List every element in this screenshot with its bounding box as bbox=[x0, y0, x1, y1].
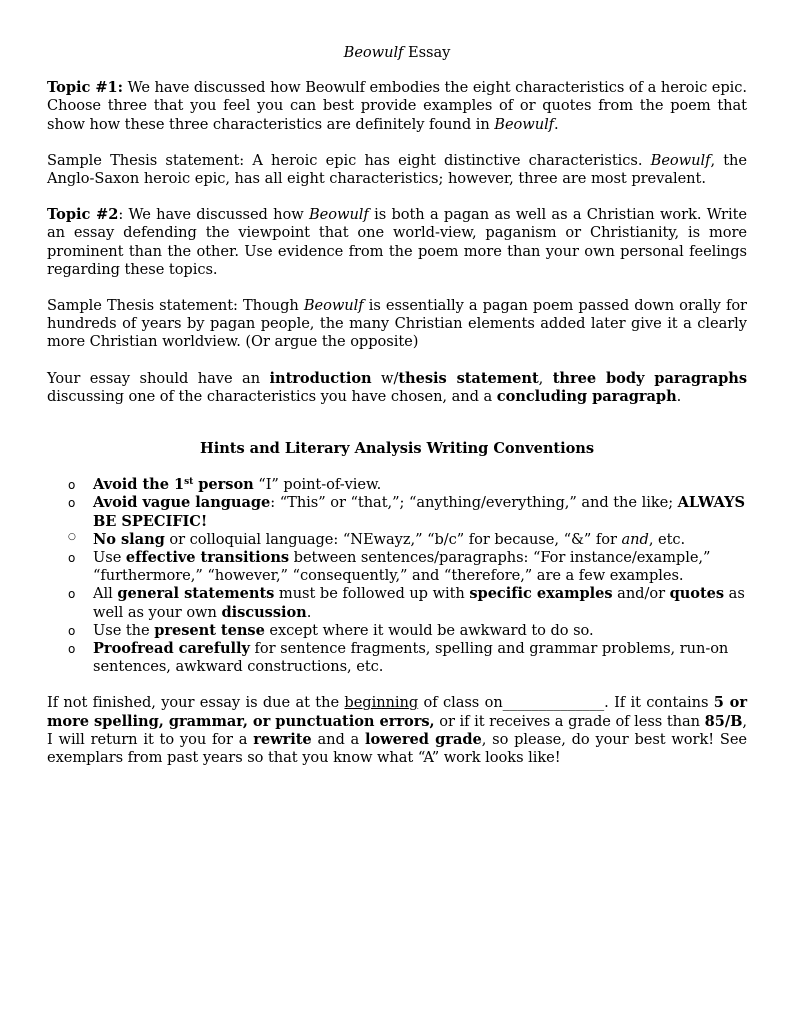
thesis-1-paragraph bbox=[47, 152, 747, 188]
hint-2-bold: Avoid vague language bbox=[93, 494, 271, 512]
hint-item-transitions bbox=[47, 549, 747, 585]
topic-1-text: We have discussed how Beowulf embodies the eight characteristics of a heroic epic. Choose three that you feel you can best provide examples of or quotes from the poem that show how these three characteristics are definitely found in bbox=[47, 79, 747, 133]
hint-item-present-tense bbox=[47, 622, 747, 640]
hint-5-text-a: All bbox=[93, 585, 118, 603]
hint-4-text-b: between sentences/paragraphs: “For instance/example,” “furthermore,” “however,” “consequently,” and “therefore,” are a few examples. bbox=[93, 549, 711, 585]
hint-5-bold-c: quotes bbox=[669, 585, 725, 603]
topic-2-end: is both a pagan as well as a Christian work. Write an essay defending the viewpoint that one world-view, paganism or Christianity, is more prominent than the other. Use evidence from the poem more than your own personal feelings regarding these topics. bbox=[47, 206, 748, 278]
thesis-2-end: is essentially a pagan poem passed down orally for hundreds of years by pagan people, the many Christian elements added later give it a clearly more Christian worldview. (Or argue the opposite) bbox=[47, 297, 747, 351]
structure-text-c: , bbox=[538, 369, 553, 387]
bullet-circle-icon: o bbox=[68, 623, 76, 638]
topic-2-paragraph bbox=[47, 206, 747, 279]
structure-introduction: introduction bbox=[269, 369, 372, 387]
topic-1-italic: Beowulf bbox=[494, 115, 555, 133]
closing-text-b: of class on______________. If it contains bbox=[418, 694, 714, 712]
thesis-2-paragraph bbox=[47, 297, 747, 352]
document-title bbox=[47, 44, 747, 62]
hint-1-bold: Avoid the 1 bbox=[93, 476, 185, 494]
structure-concluding: concluding paragraph bbox=[496, 387, 677, 405]
thesis-2-text: Sample Thesis statement: Though bbox=[47, 297, 304, 315]
hint-6-text-b: except where it would be awkward to do so. bbox=[264, 621, 594, 639]
hint-7-text: for sentence fragments, spelling and grammar problems, run-on sentences, awkward constructions, etc. bbox=[93, 640, 729, 676]
bullet-small-circle-icon: ○ bbox=[68, 531, 76, 542]
closing-text-d: , I will return it to you for a bbox=[47, 712, 748, 748]
topic-1-end: . bbox=[554, 115, 559, 133]
hint-3-end: , etc. bbox=[648, 530, 686, 548]
closing-underline: beginning bbox=[344, 694, 419, 712]
hint-1-sup: st bbox=[184, 477, 194, 488]
structure-paragraph bbox=[47, 370, 747, 406]
hint-item-vague-language bbox=[47, 494, 747, 530]
hint-item-slang bbox=[47, 531, 747, 549]
closing-text-e: and a bbox=[311, 730, 365, 748]
closing-bold-rewrite: rewrite bbox=[253, 730, 312, 748]
closing-text-f: , so please, do your best work! See exemplars from past years so that you know what “A” work looks like! bbox=[47, 730, 747, 767]
hint-5-bold-d: discussion bbox=[221, 603, 307, 621]
closing-bold-grade: 85/B bbox=[704, 712, 743, 730]
thesis-2-italic: Beowulf bbox=[303, 297, 364, 315]
hint-6-text-a: Use the bbox=[93, 621, 155, 639]
topic-1-paragraph bbox=[47, 79, 747, 134]
hints-list bbox=[47, 476, 747, 676]
hint-5-text-b: must be followed up with bbox=[274, 585, 470, 603]
title-rest: Essay bbox=[403, 44, 451, 61]
hint-5-text-e: . bbox=[306, 603, 312, 621]
thesis-1-end: , the Anglo-Saxon heroic epic, has all eight characteristics; however, three are most prevalent. bbox=[47, 151, 747, 188]
structure-thesis: thesis statement bbox=[398, 369, 539, 387]
structure-text-e: . bbox=[676, 387, 682, 405]
hint-3-bold: No slang bbox=[93, 530, 165, 548]
thesis-1-text: Sample Thesis statement: A heroic epic has eight distinctive characteristics. bbox=[47, 151, 651, 169]
topic-2-italic: Beowulf bbox=[309, 206, 369, 224]
hint-1-text: “I” point-of-view. bbox=[253, 476, 382, 494]
closing-text-c: or if it receives a grade of less than bbox=[434, 712, 705, 730]
topic-1-label: Topic #1: bbox=[47, 79, 123, 97]
hint-2-text: : “This” or “that,”; “anything/everything,” and the like; bbox=[270, 494, 678, 512]
document-page bbox=[47, 44, 747, 785]
hint-5-bold-b: specific examples bbox=[469, 585, 613, 603]
hint-4-bold: effective transitions bbox=[125, 549, 290, 567]
hint-5-text-c: and/or bbox=[612, 585, 670, 603]
thesis-1-italic: Beowulf bbox=[650, 151, 711, 169]
hint-item-proofread bbox=[47, 640, 747, 676]
hint-4-text-a: Use bbox=[93, 549, 126, 567]
hint-2-bold-b: ALWAYS BE SPECIFIC! bbox=[93, 494, 745, 530]
closing-bold-errors: 5 or more spelling, grammar, or punctuation errors, bbox=[47, 694, 747, 730]
closing-text-a: If not finished, your essay is due at the bbox=[47, 694, 345, 712]
hint-3-italic: and bbox=[621, 530, 649, 548]
structure-text-d: discussing one of the characteristics you have chosen, and a bbox=[47, 387, 497, 405]
hint-6-bold: present tense bbox=[154, 621, 265, 639]
hint-item-first-person bbox=[47, 476, 747, 494]
bullet-circle-icon: o bbox=[68, 496, 76, 511]
closing-paragraph bbox=[47, 694, 747, 767]
hint-3-text: or colloquial language: “NEwayz,” “b/c” for because, “&” for bbox=[164, 530, 622, 548]
topic-2-label: Topic #2 bbox=[47, 206, 119, 224]
bullet-circle-icon: o bbox=[68, 642, 76, 657]
hint-5-bold-a: general statements bbox=[117, 585, 275, 603]
title-italic: Beowulf bbox=[343, 44, 404, 61]
hints-heading: Hints and Literary Analysis Writing Conventions bbox=[199, 440, 594, 458]
hint-5-text-d: as well as your own bbox=[93, 585, 745, 621]
closing-bold-lowered: lowered grade bbox=[364, 730, 482, 748]
hint-item-general-statements bbox=[47, 585, 747, 621]
bullet-circle-icon: o bbox=[68, 587, 76, 602]
bullet-circle-icon: o bbox=[68, 551, 76, 566]
hint-1-bold-b: person bbox=[193, 476, 254, 494]
structure-text-a: Your essay should have an bbox=[47, 369, 270, 387]
structure-body-paragraphs: three body paragraphs bbox=[552, 369, 747, 387]
bullet-circle-icon: o bbox=[68, 478, 76, 493]
structure-text-b: w/ bbox=[371, 369, 399, 387]
hint-7-bold: Proofread carefully bbox=[93, 640, 250, 658]
topic-2-text: : We have discussed how bbox=[118, 206, 309, 224]
